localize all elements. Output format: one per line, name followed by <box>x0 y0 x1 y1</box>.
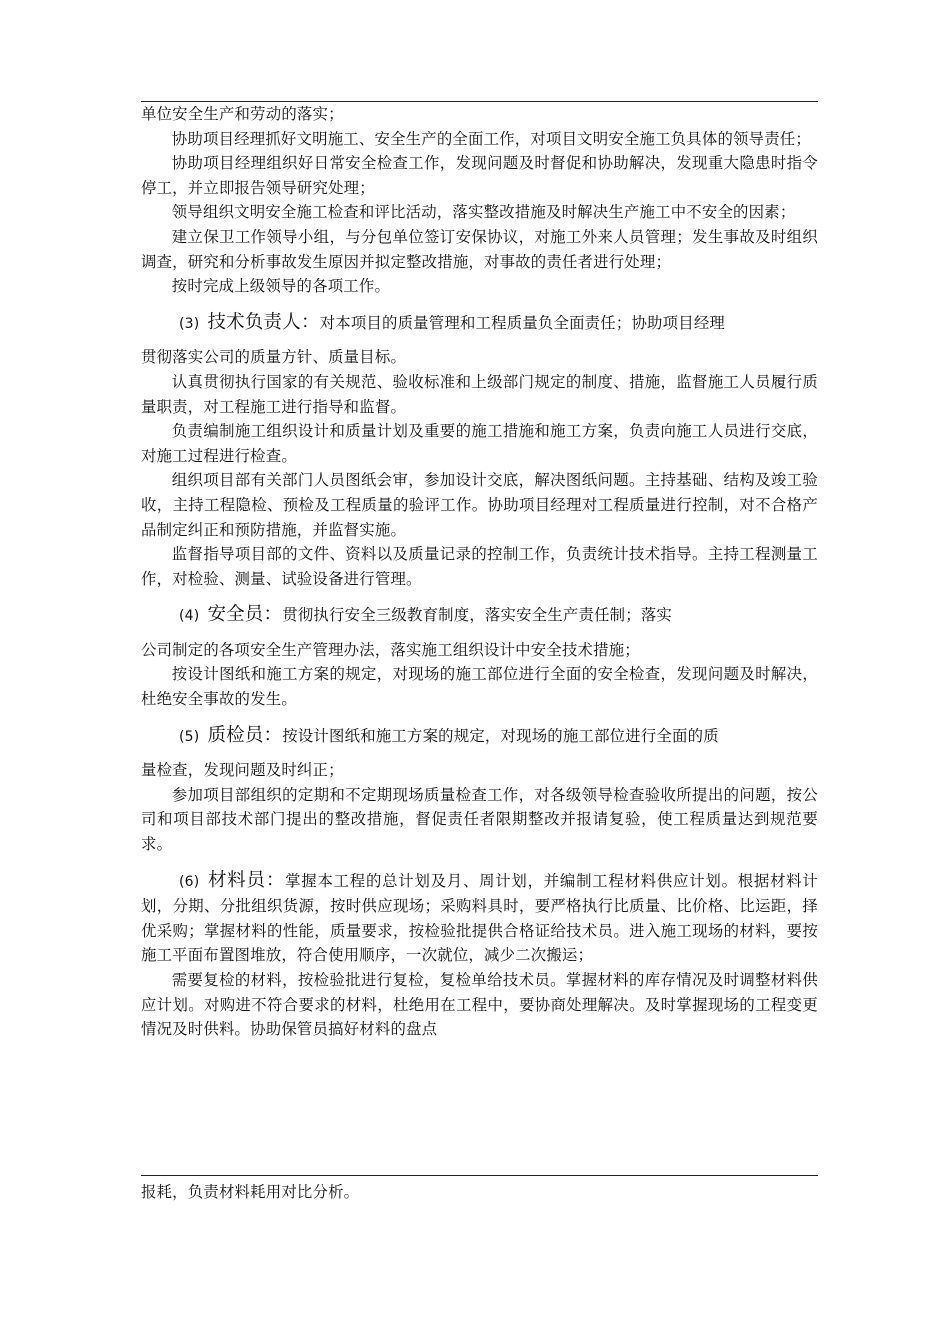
paragraph: 单位安全生产和劳动的落实； <box>141 105 344 123</box>
section-lead-continued: 量检查，发现问题及时纠正； <box>141 761 344 780</box>
section-number: (3) <box>179 315 200 332</box>
paragraph: 建立保卫工作领导小组，与分包单位签订安保协议，对施工外来人员管理；发生事故及时组织调查，研究和分析事故发生原因并拟定整改措施，对事故的责任者进行处理； <box>141 227 818 271</box>
section-number: (5) <box>179 728 200 745</box>
paragraph: 组织项目部有关部门人员图纸会审，参加设计交底，解决图纸问题。主持基础、结构及竣工验收，主持工程隐检、预检及工程质量的验评工作。协助项目经理对工程质量进行控制，对不合格产品制定纠正和预防措施，并监督实施。 <box>141 471 818 539</box>
section-number: (6) <box>179 873 200 890</box>
role-title: 质检员： <box>207 724 283 746</box>
role-title: 材料员： <box>207 869 286 891</box>
paragraph: 按时完成上级领导的各项工作。 <box>171 277 391 296</box>
paragraph: 监督指导项目部的文件、资料以及质量记录的控制工作，负责统计技术指导。主持工程测量工作，对检验、测量、试验设备进行管理。 <box>141 545 818 588</box>
section-materials-officer <box>141 869 818 968</box>
section-lead: 按设计图纸和施工方案的规定，对现场的施工部位进行全面的质 <box>282 726 719 745</box>
section-lead-continued: 贯彻落实公司的质量方针、质量目标。 <box>141 348 407 367</box>
paragraph: 负责编制施工组织设计和质量计划及重要的施工措施和施工方案，负责向施工人员进行交底，对施工过程进行检查。 <box>141 422 818 465</box>
section-safety-officer <box>141 603 818 629</box>
paragraph: 领导组织文明安全施工检查和评比活动，落实整改措施及时解决生产施工中不安全的因素； <box>171 203 796 222</box>
section-lead: 对本项目的质量管理和工程质量负全面责任；协助项目经理 <box>319 313 725 332</box>
section-quality-inspector <box>141 724 818 750</box>
footer-rule <box>141 1175 818 1176</box>
section-number: (4) <box>179 608 200 625</box>
section-lead: 掌握本工程的总计划及月、周计划，并编制工程材料供应计划。根据材料计划，分期、分批组织货源，按时供应现场；采购料具时，要严格执行比质量、比价格、比运距，择优采购；掌握材料的性能，质量要求，按检验批提供合格证给技术员。进入施工现场的材料，要按施工平面布置图堆放，符合使用顺序，一次就位，减少二次搬运； <box>141 871 818 965</box>
paragraph: 认真贯彻执行国家的有关规范、验收标准和上级部门规定的制度、措施，监督施工人员履行质量职责，对工程施工进行指导和监督。 <box>141 372 818 416</box>
paragraph: 协助项目经理组织好日常安全检查工作，发现问题及时督促和协助解决，发现重大隐患时指令停工，并立即报告领导研究处理； <box>141 154 818 197</box>
section-lead: 贯彻执行安全三级教育制度，落实安全生产责任制；落实 <box>282 606 673 625</box>
paragraph: 按设计图纸和施工方案的规定，对现场的施工部位进行全面的安全检查，发现问题及时解决，杜绝安全事故的发生。 <box>141 665 818 709</box>
paragraph: 参加项目部组织的定期和不定期现场质量检查工作，对各级领导检查验收所提出的问题，按公司和项目部技术部门提出的整改措施，督促责任者限期整改并报请复验，使工程质量达到规范要求。 <box>141 785 818 854</box>
role-title: 安全员： <box>207 604 283 626</box>
section-technical-lead <box>141 311 818 337</box>
section-lead-continued: 公司制定的各项安全生产管理办法，落实施工组织设计中安全技术措施； <box>141 640 640 659</box>
paragraph: 协助项目经理抓好文明施工、安全生产的全面工作，对项目文明安全施工负具体的领导责任； <box>171 129 812 148</box>
page-tail-text: 报耗，负责材料耗用对比分析。 <box>141 1183 360 1201</box>
document-body <box>141 102 818 1042</box>
paragraph: 需要复检的材料，按检验批进行复检，复检单给技术员。掌握材料的库存情况及时调整材料供应计划。对购进不符合要求的材料，杜绝用在工程中，要协商处理解决。及时掌握现场的工程变更情况及时供料。协助保管员搞好材料的盘点 <box>141 971 818 1039</box>
role-title: 技术负责人： <box>207 311 320 333</box>
